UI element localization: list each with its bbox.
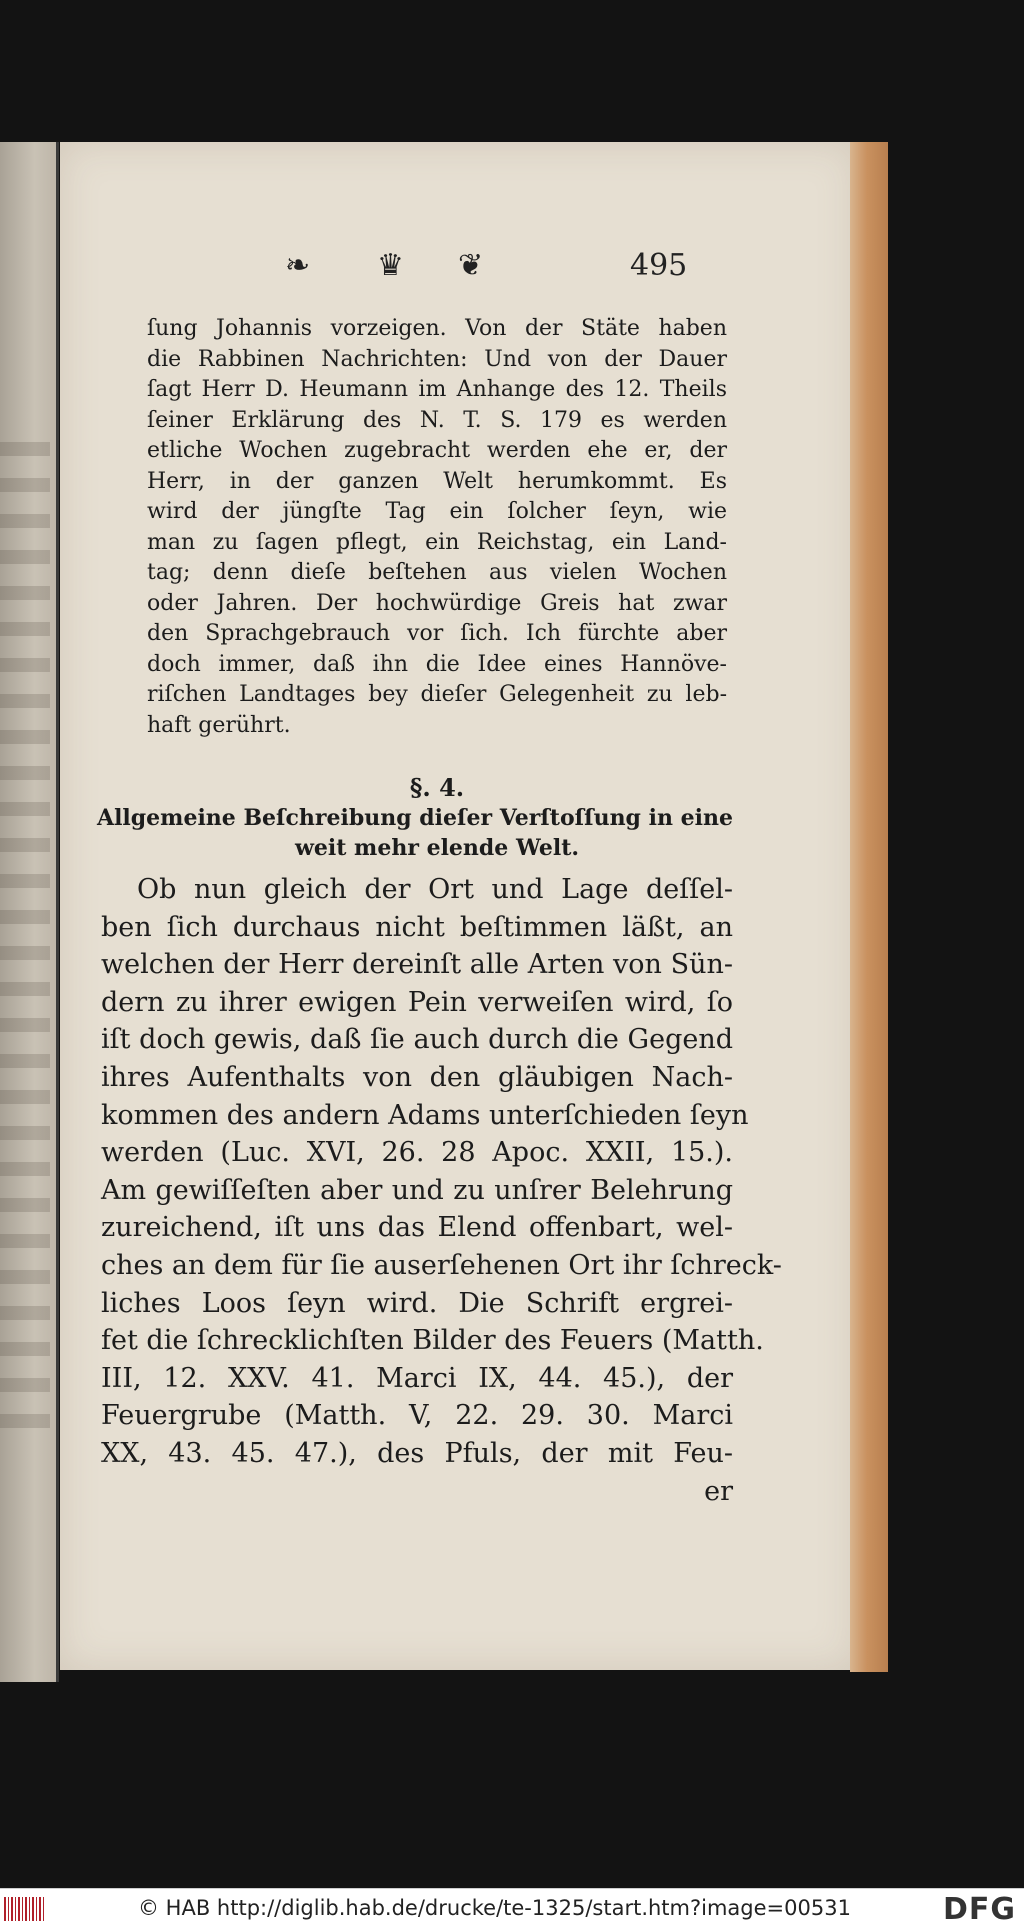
crown-ornament-icon: ♛ — [377, 248, 404, 283]
text-line: ſagt Herr D. Heumann im Anhange des 12. Theils — [147, 377, 727, 402]
text-line: oder Jahren. Der hochwürdige Greis hat zwar — [147, 590, 727, 616]
page-body — [97, 314, 782, 1510]
text-line: ben ſich durchaus nicht beſtimmen läßt, an — [101, 911, 733, 943]
text-line: welchen der Herr dereinſt alle Arten von Sün- — [101, 949, 733, 981]
text-line: werden (Luc. XVI, 26. 28 Apoc. XXII, 15.). — [101, 1137, 733, 1169]
previous-page-edge — [0, 142, 58, 1682]
book-gutter — [56, 142, 59, 1682]
text-line: Am gewiſſeſten aber und zu unſrer Belehrung — [101, 1174, 733, 1206]
catchword: er — [704, 1475, 733, 1507]
text-line: haft gerührt. — [147, 712, 291, 738]
text-line: tag; denn dieſe beſtehen aus vielen Wochen — [147, 560, 727, 585]
page-number: 495 — [630, 248, 688, 283]
left-ornament-icon: ❧ — [285, 248, 311, 283]
text-line: III, 12. XXV. 41. Marci IX, 44. 45.), der — [101, 1362, 733, 1394]
section-title-line: weit mehr elende Welt. — [294, 835, 580, 861]
text-line: den Sprachgebrauch vor ſich. Ich fürchte aber — [147, 621, 727, 646]
section-title-line: Allgemeine Beſchreibung dieſer Verſtoſſung in eine — [97, 805, 733, 831]
text-line: fet die ſchrecklichſten Bilder des Feuers (Matth. — [101, 1325, 764, 1357]
text-line: dern zu ihrer ewigen Pein verweiſen wird, ſo — [101, 986, 733, 1018]
text-line: ſung Johannis vorzeigen. Von der Stäte haben — [147, 316, 727, 341]
section-body — [101, 871, 782, 1510]
text-line: XX, 43. 45. 47.), des Pfuls, der mit Feu- — [101, 1437, 733, 1469]
page-block-edge — [850, 142, 888, 1672]
text-line: man zu ſagen pflegt, ein Reichstag, ein Land- — [147, 529, 727, 555]
text-line: ches an dem für ſie auserſehenen Ort ihr ſchreck- — [101, 1249, 782, 1281]
text-line: Herr, in der ganzen Welt herumkommt. Es — [147, 468, 727, 494]
text-line: ſeiner Erklärung des N. T. S. 179 es werden — [147, 407, 727, 433]
text-line: liches Loos ſeyn wird. Die Schrift ergrei- — [101, 1287, 733, 1319]
text-line: die Rabbinen Nachrichten: Und von der Dauer — [147, 346, 727, 372]
viewer-footer — [0, 1888, 1024, 1928]
barcode-icon — [4, 1897, 44, 1921]
source-credit: © HAB http://diglib.hab.de/drucke/te-1325/start.htm?image=00531 — [138, 1896, 851, 1920]
text-line: riſchen Landtages bey dieſer Gelegenheit zu leb- — [147, 682, 727, 707]
dfg-logo: DFG — [942, 1892, 1016, 1927]
text-line: Feuergrube (Matth. V, 22. 29. 30. Marci — [101, 1400, 733, 1432]
section-number: §. 4. — [409, 773, 465, 802]
text-line: zureichend, iſt uns das Elend offenbart, wel- — [101, 1212, 733, 1244]
text-line: wird der jüngſte Tag ein ſolcher ſeyn, wie — [147, 499, 727, 524]
text-line: kommen des andern Adams unterſchieden ſeyn — [101, 1099, 749, 1131]
text-line: ihres Aufenthalts von den gläubigen Nach- — [101, 1061, 733, 1093]
footnote-continuation — [147, 314, 727, 741]
right-ornament-icon: ❦ — [458, 248, 484, 283]
text-line: etliche Wochen zugebracht werden ehe er, der — [147, 438, 727, 463]
text-line: Ob nun gleich der Ort und Lage deſſel- — [137, 874, 733, 905]
text-line: doch immer, daß ihn die Idee eines Hannöve- — [147, 651, 727, 677]
text-line: iſt doch gewis, daß ſie auch durch die Gegend — [101, 1024, 733, 1056]
previous-page-text-bleed — [0, 442, 50, 1442]
